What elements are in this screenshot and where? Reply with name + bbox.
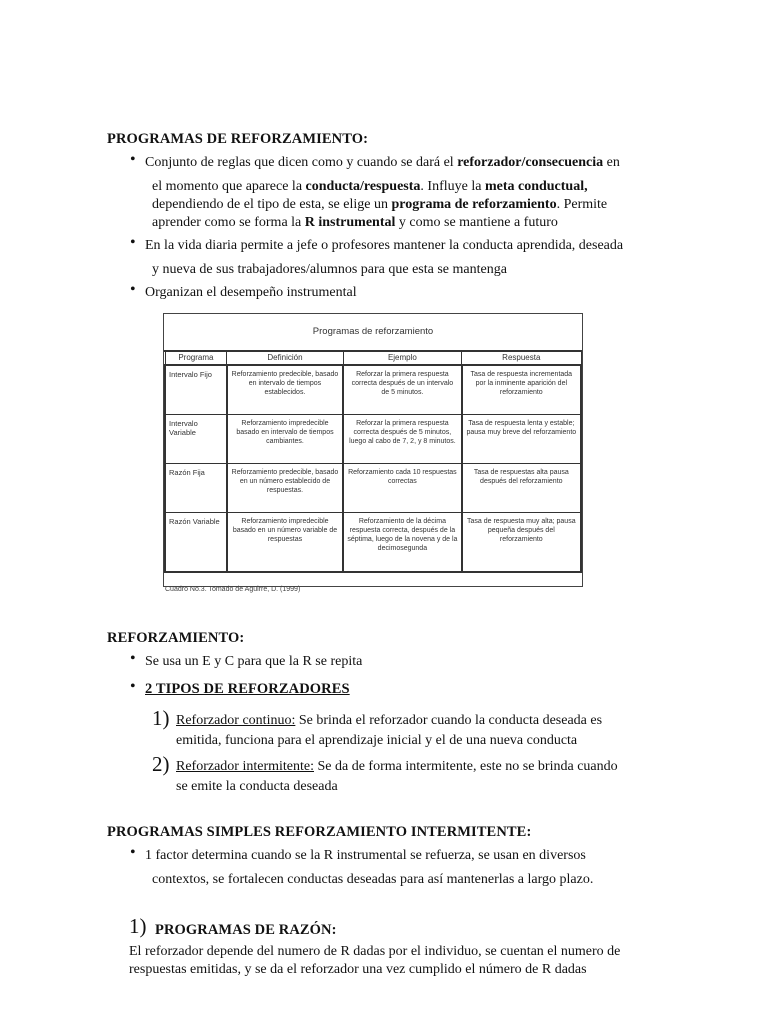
cell-ejemplo: Reforzamiento cada 10 respuestas correctas (343, 464, 461, 513)
bullet-icon: • (130, 678, 136, 695)
bullet-icon: • (130, 650, 136, 667)
bullet-2-line-1: En la vida diaria permite a jefe o profesores mantener la conducta aprendida, deseada (145, 238, 624, 253)
table-row (165, 464, 581, 513)
bullet-icon: • (130, 234, 136, 251)
cell-definicion: Reforzamiento predecible, basado en intervalo de tiempos establecidos. (227, 365, 343, 415)
header-definicion: Definición (227, 351, 343, 366)
table-caption: Cuadro No.3. Tomado de Aguirre, D. (1999) (165, 586, 301, 593)
table-row (165, 365, 581, 415)
bullet-icon: • (130, 281, 136, 298)
heading-reforzamiento: REFORZAMIENTO: (107, 630, 245, 646)
programas-table (164, 350, 582, 573)
reforzador-intermitente-title: Reforzador intermitente: (176, 759, 314, 774)
tipos-reforzadores-heading: 2 TIPOS DE REFORZADORES (145, 681, 350, 697)
bullet-1-line-3: dependiendo de el tipo de esta, se elige un programa de reforzamiento. Permite (152, 197, 608, 212)
header-ejemplo: Ejemplo (343, 351, 461, 366)
bullet-3: Organizan el desempeño instrumental (145, 285, 357, 300)
cell-programa: Intervalo Variable (165, 415, 227, 464)
table-row (165, 513, 581, 573)
cell-respuesta: Tasa de respuestas alta pausa después del reforzamiento (462, 464, 581, 513)
table-header-row (165, 351, 581, 366)
cell-definicion: Reforzamiento impredecible basado en un número variable de respuestas (227, 513, 343, 573)
cell-respuesta: Tasa de respuesta incrementada por la inminente aparición del reforzamiento (462, 365, 581, 415)
table-title: Programas de reforzamiento (164, 314, 582, 352)
item-number: 1) (152, 706, 170, 730)
reforzador-intermitente-line-2: se emite la conducta deseada (176, 779, 338, 794)
bullet-2-line-2: y nueva de sus trabajadores/alumnos para que esta se mantenga (152, 262, 507, 277)
bullet-icon: • (130, 151, 136, 168)
cell-programa: Razón Fija (165, 464, 227, 513)
bullet-1-line-1: Conjunto de reglas que dicen como y cuando se dará el reforzador/consecuencia en (145, 155, 620, 170)
bullet-1-line-4: aprender como se forma la R instrumental y como se mantiene a futuro (152, 215, 558, 230)
table-row (165, 415, 581, 464)
programas-simples-line-2: contextos, se fortalecen conductas deseadas para así mantenerlas a largo plazo. (152, 872, 594, 887)
bullet-uso-e-c: Se usa un E y C para que la R se repita (145, 654, 363, 669)
heading-programas-simples: PROGRAMAS SIMPLES REFORZAMIENTO INTERMITENTE: (107, 824, 532, 840)
section-number: 1) (129, 914, 147, 938)
heading-programas-reforzamiento: PROGRAMAS DE REFORZAMIENTO: (107, 131, 369, 147)
cell-programa: Intervalo Fijo (165, 365, 227, 415)
cell-programa: Razón Variable (165, 513, 227, 573)
cell-definicion: Reforzamiento predecible, basado en un número establecido de respuestas. (227, 464, 343, 513)
reforzador-intermitente-line-1: Reforzador intermitente: Se da de forma intermitente, este no se brinda cuando (176, 759, 618, 774)
heading-programas-razon: PROGRAMAS DE RAZÓN: (155, 922, 337, 938)
programas-razon-line-1: El reforzador depende del numero de R dadas por el individuo, se cuentan el numero de (129, 944, 621, 959)
cell-respuesta: Tasa de respuesta lenta y estable; pausa muy breve del reforzamiento (462, 415, 581, 464)
cell-respuesta: Tasa de respuesta muy alta; pausa pequeña después del reforzamiento (462, 513, 581, 573)
reforzador-continuo-line-1: Reforzador continuo: Se brinda el reforzador cuando la conducta deseada es (176, 713, 603, 728)
bullet-1-line-2: el momento que aparece la conducta/respuesta. Influye la meta conductual, (152, 179, 588, 194)
programas-razon-line-2: respuestas emitidas, y se da el reforzador una vez cumplido el número de R dadas (129, 962, 587, 977)
programas-table-figure (163, 313, 583, 587)
cell-ejemplo: Reforzar la primera respuesta correcta después de 5 minutos, luego al cabo de 7, 2, y 8 minutos. (343, 415, 461, 464)
header-respuesta: Respuesta (462, 351, 581, 366)
cell-ejemplo: Reforzamiento de la décima respuesta correcta, después de la séptima, luego de la novena y de la decimosegunda (343, 513, 461, 573)
bullet-icon: • (130, 844, 136, 861)
programas-simples-line-1: 1 factor determina cuando se la R instrumental se refuerza, se usan en diversos (145, 848, 586, 863)
reforzador-continuo-line-2: emitida, funciona para el aprendizaje inicial y el de una nueva conducta (176, 733, 578, 748)
cell-definicion: Reforzamiento impredecible basado en intervalo de tiempos cambiantes. (227, 415, 343, 464)
item-number: 2) (152, 752, 170, 776)
reforzador-continuo-title: Reforzador continuo: (176, 713, 296, 728)
cell-ejemplo: Reforzar la primera respuesta correcta después de un intervalo de 5 minutos. (343, 365, 461, 415)
header-programa: Programa (165, 351, 227, 366)
